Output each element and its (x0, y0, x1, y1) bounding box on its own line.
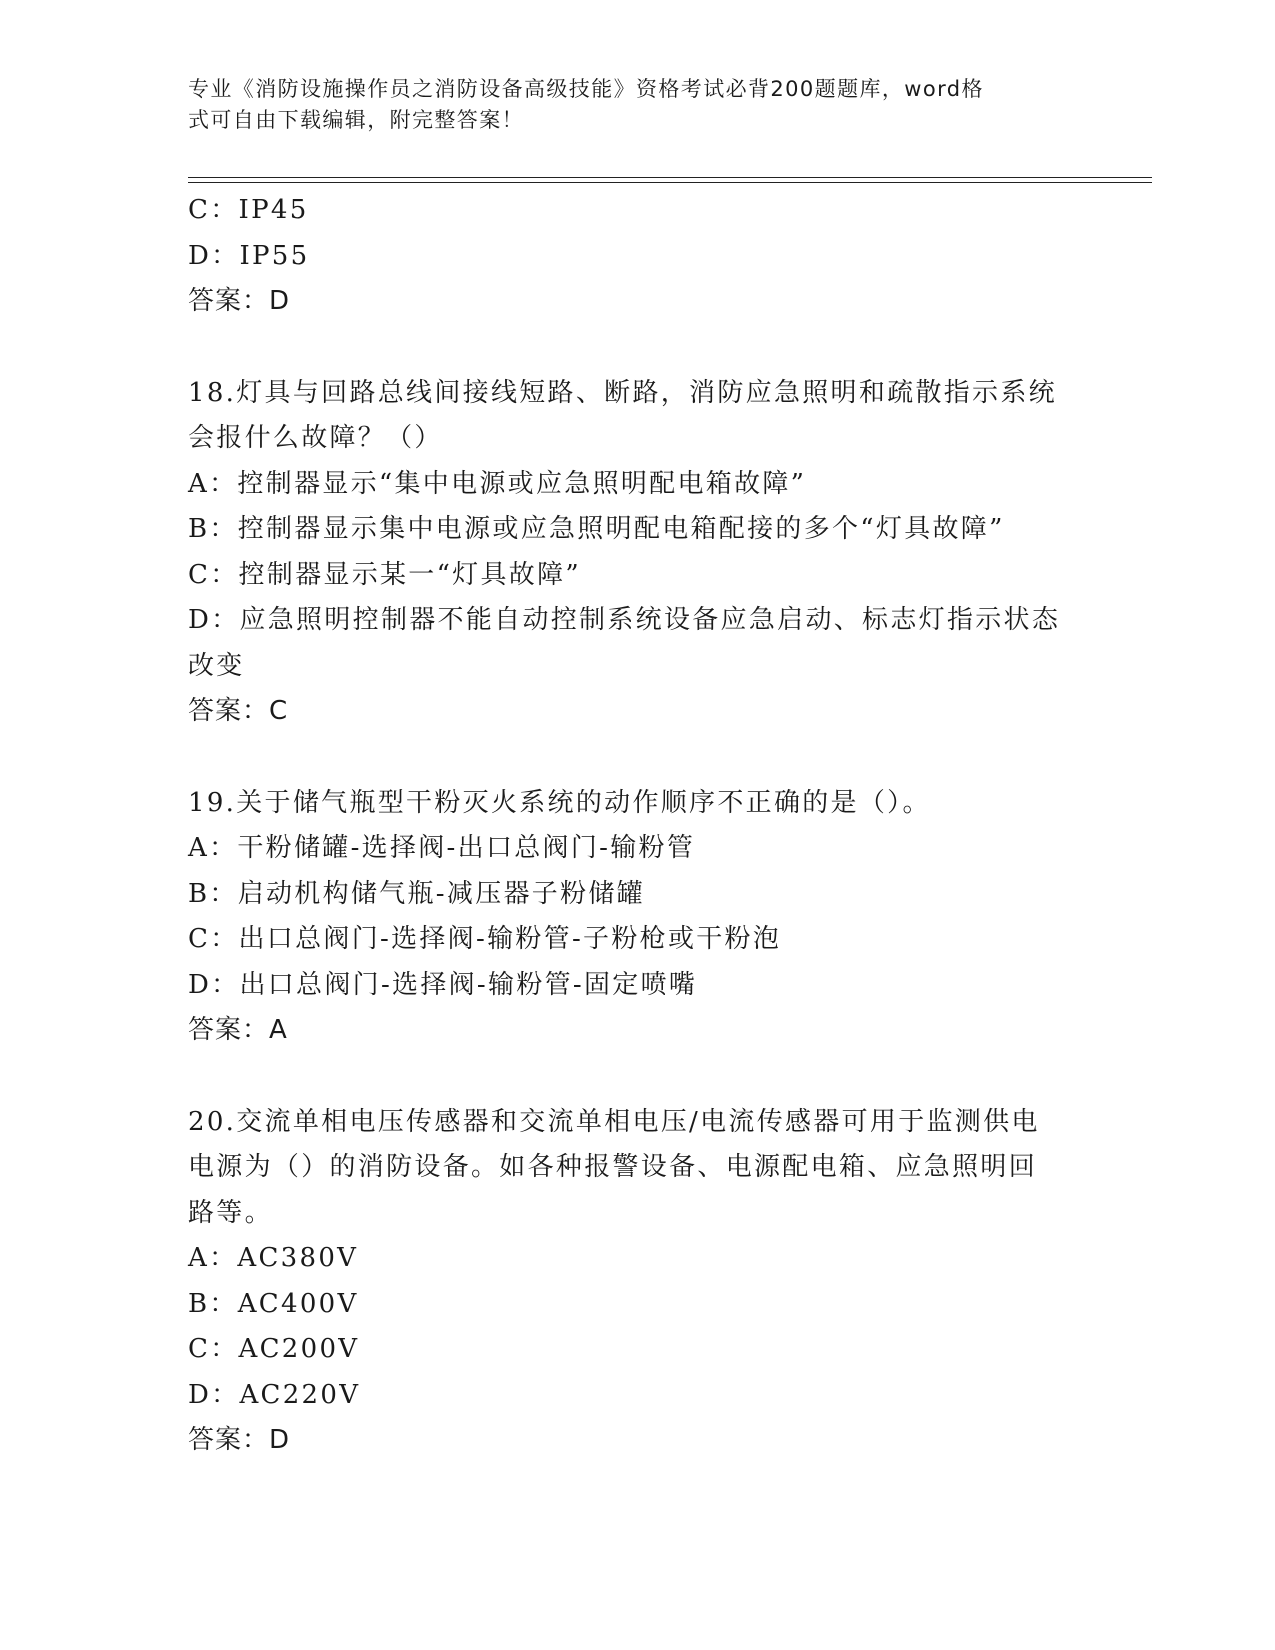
option-d: D：应急照明控制器不能自动控制系统设备应急启动、标志灯指示状态 (188, 605, 1061, 635)
question-20 (188, 1100, 1088, 1464)
header-line-1: 专业《消防设施操作员之消防设备高级技能》资格考试必背200题题库，word格 (188, 77, 984, 101)
document-header (188, 74, 1088, 136)
header-line-2: 式可自由下载编辑，附完整答案！ (188, 108, 524, 132)
answer-line: 答案：A (188, 1015, 288, 1045)
option-c: C：IP45 (188, 195, 309, 225)
option-c: C：出口总阀门-选择阀-输粉管-子粉枪或干粉泡 (188, 924, 782, 954)
question-list (188, 188, 1088, 1464)
question-stem: 19.关于储气瓶型干粉灭火系统的动作顺序不正确的是（）。 (188, 787, 931, 818)
question-18 (188, 371, 1088, 735)
option-c: C：控制器显示某一“灯具故障” (188, 559, 581, 590)
option-c: C：AC200V (188, 1334, 360, 1364)
option-a: A：AC380V (188, 1243, 359, 1273)
answer-line: 答案：C (188, 696, 289, 726)
question-stem: 电源为（）的消防设备。如各种报警设备、电源配电箱、应急照明回 (188, 1152, 1038, 1182)
question-stem: 18.灯具与回路总线间接线短路、断路，消防应急照明和疏散指示系统 (188, 377, 1057, 408)
option-d: D：AC220V (188, 1379, 361, 1410)
option-d: D：出口总阀门-选择阀-输粉管-固定喷嘴 (188, 969, 698, 1000)
question-stem: 路等。 (188, 1197, 273, 1228)
option-b: B：AC400V (188, 1288, 359, 1319)
option-a: A：控制器显示“集中电源或应急照明配电箱故障” (188, 468, 807, 499)
option-a: A：干粉储罐-选择阀-出口总阀门-输粉管 (188, 833, 696, 863)
option-b: B：启动机构储气瓶-减压器子粉储罐 (188, 878, 645, 909)
header-divider-bottom (188, 182, 1152, 183)
answer-line: 答案：D (188, 1425, 291, 1455)
header-divider-top (188, 177, 1152, 178)
answer-line: 答案：D (188, 286, 291, 316)
question-19 (188, 781, 1088, 1054)
question-stem: 20.交流单相电压传感器和交流单相电压/电流传感器可用于监测供电 (188, 1106, 1040, 1137)
option-d: D：IP55 (188, 240, 310, 271)
previous-question-tail (188, 188, 1088, 325)
option-b: B：控制器显示集中电源或应急照明配电箱配接的多个“灯具故障” (188, 514, 1005, 544)
option-d-continued: 改变 (188, 650, 245, 681)
question-stem: 会报什么故障？（） (188, 423, 443, 453)
